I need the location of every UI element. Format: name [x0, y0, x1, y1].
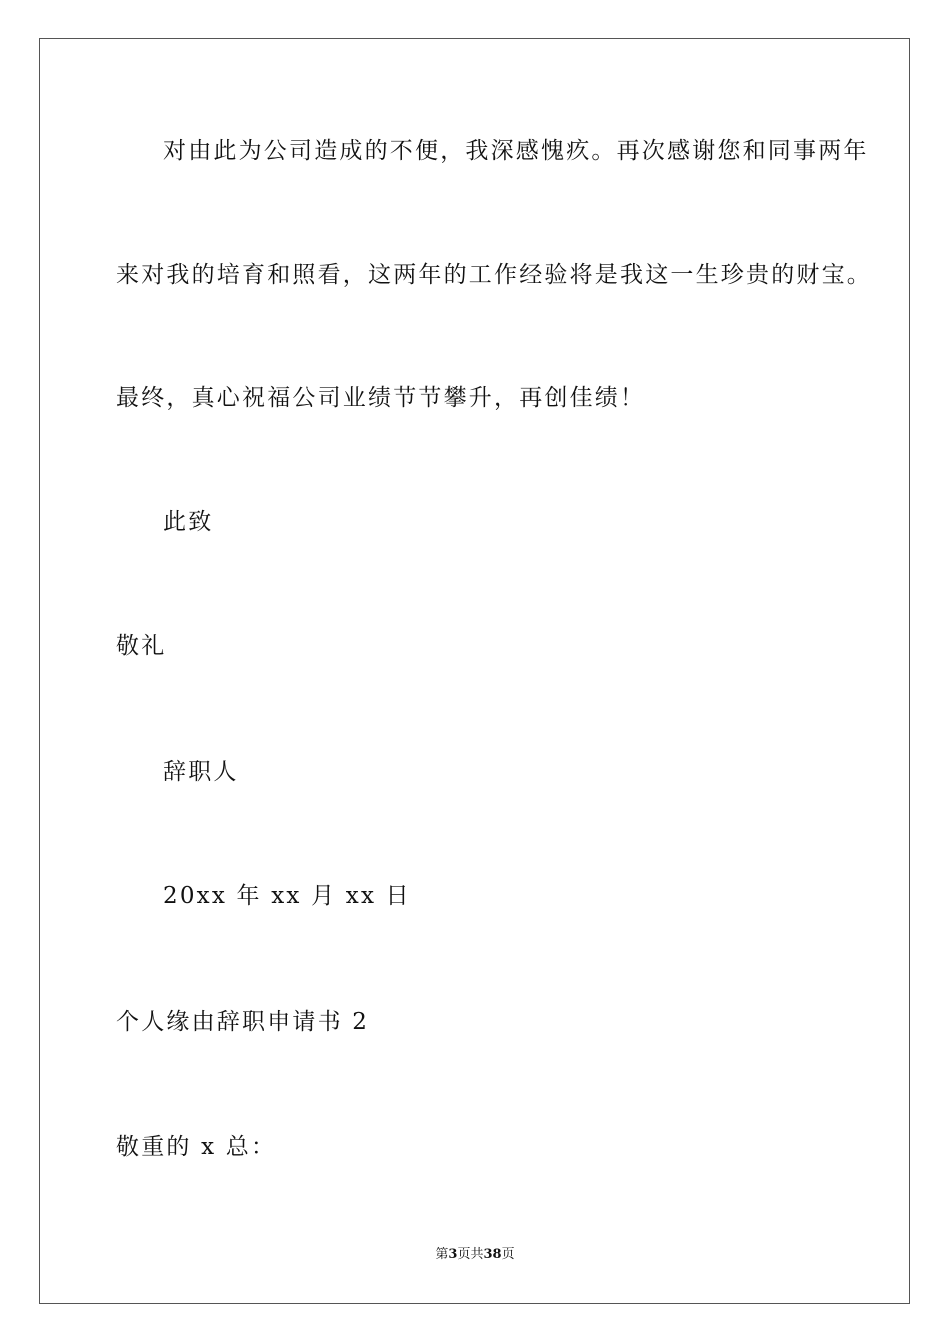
closing-salutation: 此致	[163, 509, 214, 535]
footer-page-prefix: 第	[435, 1247, 449, 1262]
footer-page-suffix: 页	[457, 1247, 471, 1262]
page-footer	[0, 1247, 950, 1263]
closing-regards: 敬礼	[116, 633, 167, 659]
paragraph-blessing: 最终，真心祝福公司业绩节节攀升，再创佳绩！	[116, 385, 646, 411]
footer-total-suffix: 页	[501, 1247, 515, 1262]
footer-current-page: 3	[448, 1247, 458, 1262]
page-border	[39, 38, 910, 1304]
section-heading: 个人缘由辞职申请书 2	[116, 1009, 370, 1035]
footer-total-prefix: 共	[470, 1247, 484, 1262]
letter-greeting: 敬重的 x 总：	[116, 1134, 277, 1160]
paragraph-apology: 对由此为公司造成的不便，我深感愧疚。再次感谢您和同事两年	[163, 138, 869, 164]
signature-date: 20xx 年 xx 月 xx 日	[163, 883, 411, 909]
paragraph-gratitude: 来对我的培育和照看，这两年的工作经验将是我这一生珍贵的财宝。	[116, 262, 872, 288]
footer-total-pages: 38	[483, 1247, 502, 1262]
signature-label: 辞职人	[163, 759, 239, 785]
